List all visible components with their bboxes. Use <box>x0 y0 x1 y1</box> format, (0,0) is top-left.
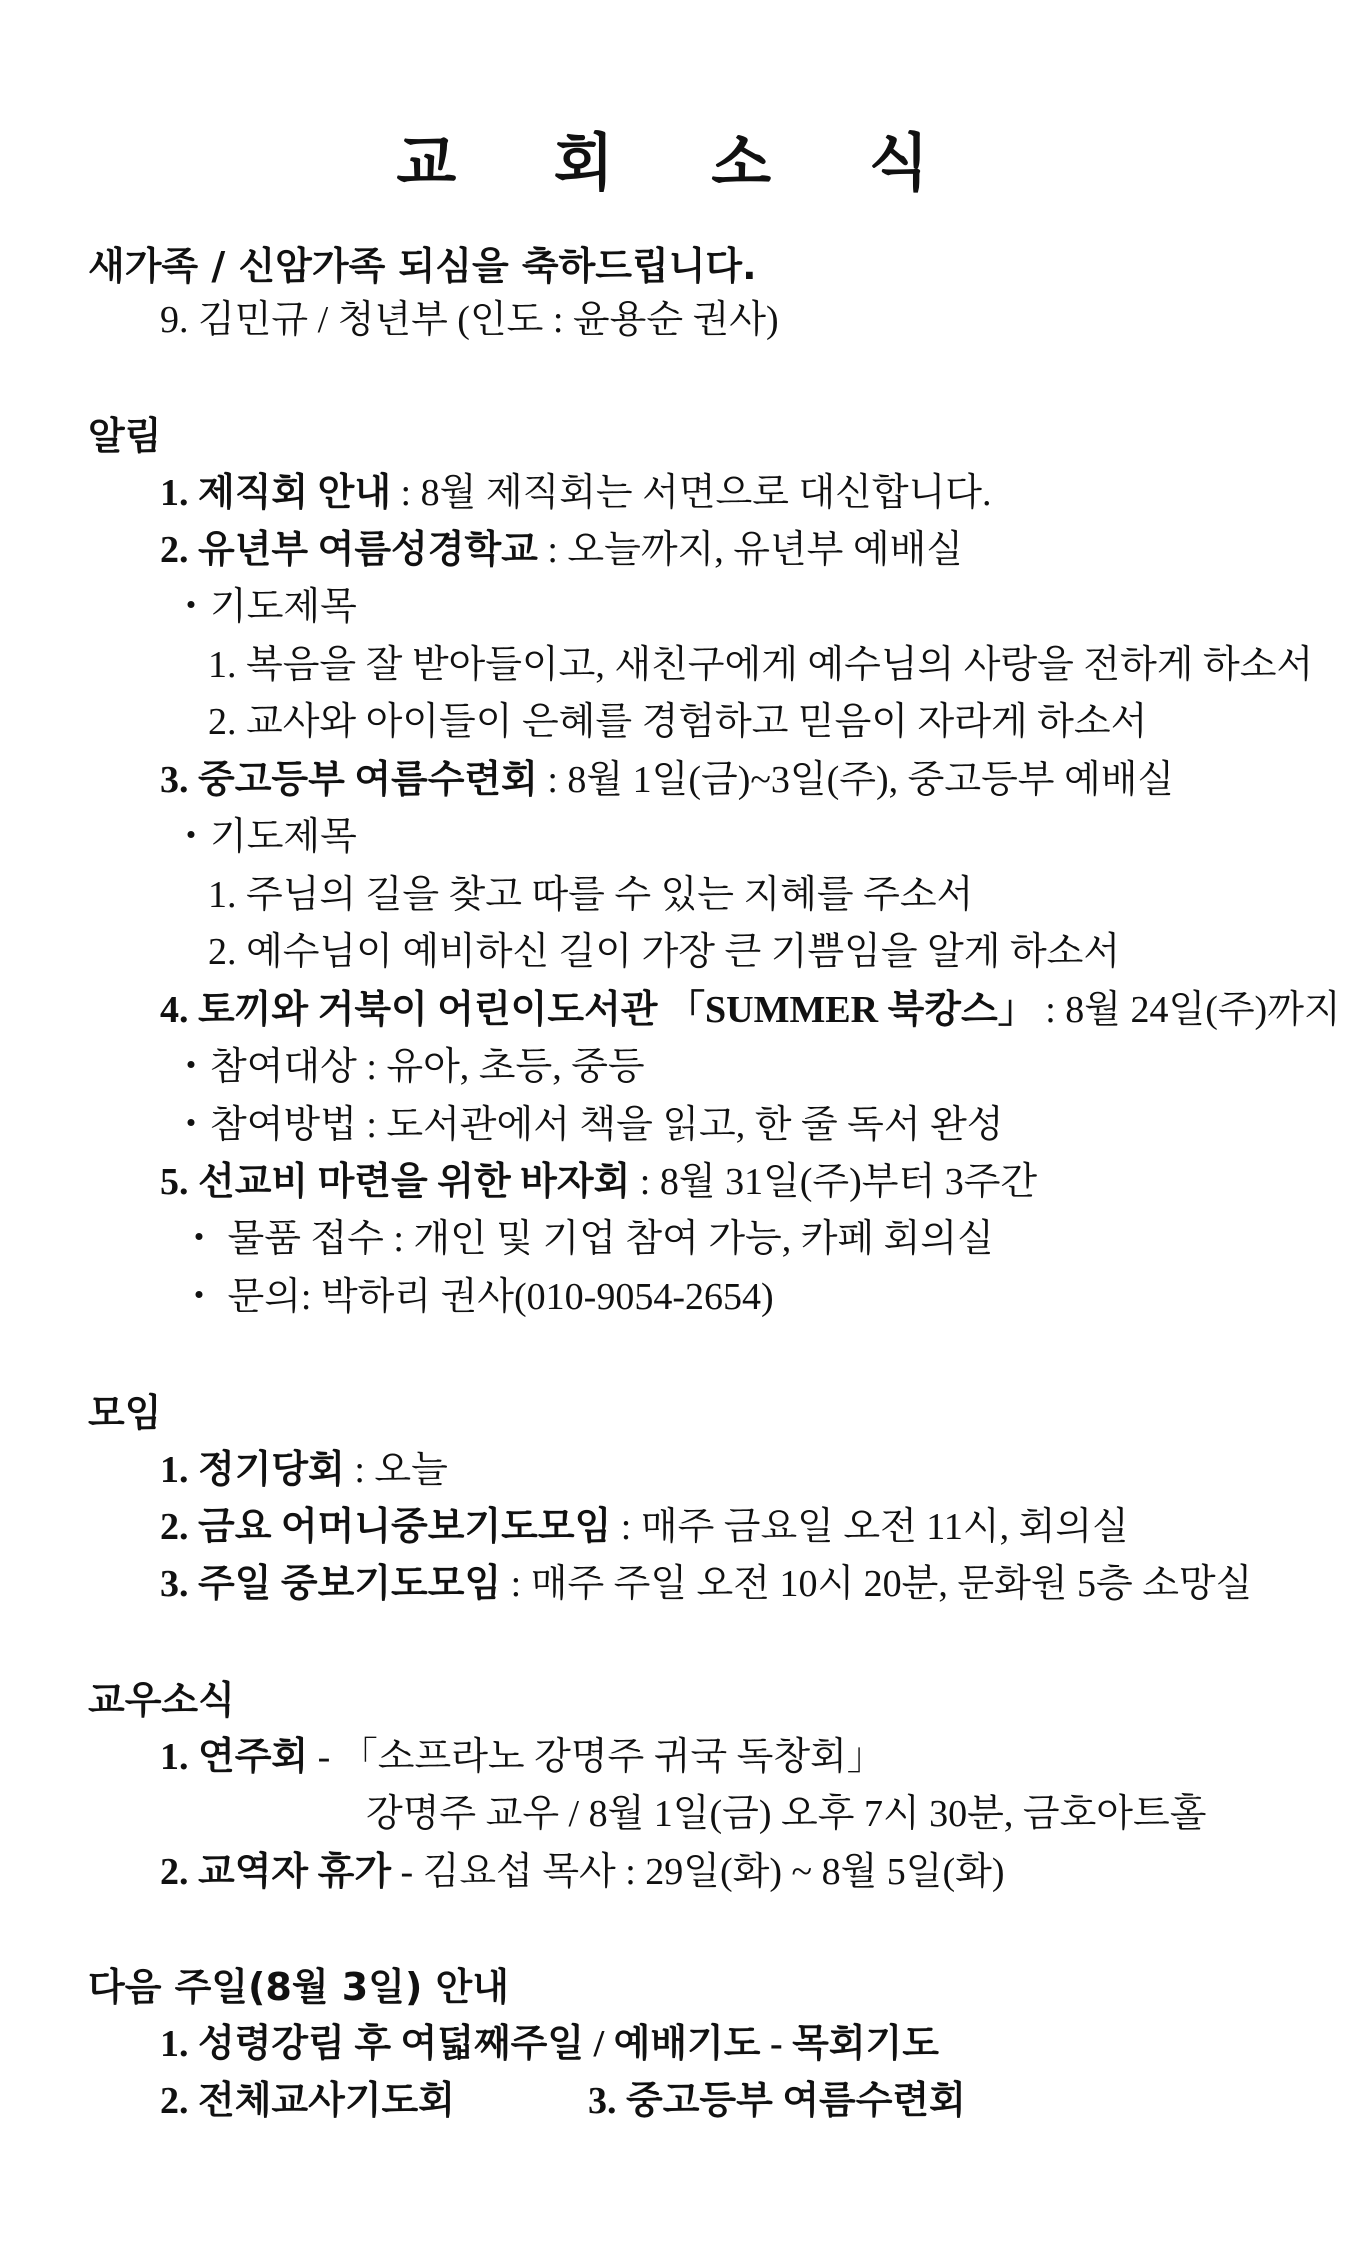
notice-item-2-prayer-label: ・기도제목 <box>172 586 357 628</box>
meeting-item-3-text: : 매주 주일 오전 10시 20분, 문화원 5층 소망실 <box>501 1563 1253 1605</box>
notice-item-2 <box>160 527 963 573</box>
member-news-item-1-title: 1. 연주회 <box>160 1736 309 1778</box>
next-sunday-item-1: 1. 성령강림 후 여덟째주일 / 예배기도 - 목회기도 <box>160 2023 939 2065</box>
notice-item-5-detail-2: ・ 문의: 박하리 권사(010-9054-2654) <box>180 1276 774 1318</box>
notice-item-1-title: 1. 제직회 안내 <box>160 472 392 514</box>
meetings-heading: 모임 <box>88 1391 162 1435</box>
next-sunday-item-2: 2. 전체교사기도회 <box>160 2080 455 2122</box>
notices-heading: 알림 <box>88 414 162 458</box>
member-news-heading: 교우소식 <box>88 1678 235 1722</box>
meeting-item-1-title: 1. 정기당회 <box>160 1449 345 1491</box>
notice-item-1-text: : 8월 제직회는 서면으로 대신합니다. <box>391 472 992 514</box>
member-news-item-2-title: 2. 교역자 휴가 <box>160 1851 392 1893</box>
member-news-item-2 <box>160 1849 1005 1895</box>
meeting-item-3-title: 3. 주일 중보기도모임 <box>160 1563 502 1605</box>
notice-item-3 <box>160 757 1174 803</box>
member-news-item-2-text: - 김요섭 목사 : 29일(화) ~ 8월 5일(화) <box>391 1851 1005 1893</box>
notice-item-5-text: : 8월 31일(주)부터 3주간 <box>630 1161 1038 1203</box>
member-news-item-1-detail: 강명주 교우 / 8월 1일(금) 오후 7시 30분, 금호아트홀 <box>366 1793 1207 1835</box>
notice-item-4-text: : 8월 24일(주)까지 <box>1035 989 1341 1031</box>
meeting-item-2-title: 2. 금요 어머니중보기도모임 <box>160 1506 612 1548</box>
meeting-item-2 <box>160 1504 1129 1550</box>
new-family-entry: 9. 김민규 / 청년부 (인도 : 윤용순 권사) <box>160 299 779 341</box>
notice-item-2-prayer-2: 2. 교사와 아이들이 은혜를 경험하고 믿음이 자라게 하소서 <box>208 701 1148 743</box>
notice-item-3-text: : 8월 1일(금)~3일(주), 중고등부 예배실 <box>537 759 1175 801</box>
notice-item-5 <box>160 1159 1037 1205</box>
notice-item-4-detail-1: ・참여대상 : 유아, 초등, 중등 <box>172 1046 645 1088</box>
notice-item-2-title: 2. 유년부 여름성경학교 <box>160 529 538 571</box>
notice-item-4-title: 4. 토끼와 거북이 어린이도서관 「SUMMER 북캉스」 <box>160 989 1036 1031</box>
notice-item-3-prayer-1: 1. 주님의 길을 찾고 따를 수 있는 지혜를 주소서 <box>208 874 974 916</box>
notice-item-4-detail-2: ・참여방법 : 도서관에서 책을 읽고, 한 줄 독서 완성 <box>172 1104 1004 1146</box>
notice-item-4 <box>160 987 1341 1033</box>
notice-item-2-prayer-1: 1. 복음을 잘 받아들이고, 새친구에게 예수님의 사랑을 전하게 하소서 <box>208 644 1314 686</box>
notice-item-5-detail-1: ・ 물품 접수 : 개인 및 기업 참여 가능, 카페 회의실 <box>180 1218 994 1260</box>
member-news-item-1 <box>160 1734 885 1780</box>
next-sunday-item-3: 3. 중고등부 여름수련회 <box>588 2080 966 2122</box>
page-title: 교 회 소 식 <box>396 126 967 199</box>
notice-item-3-title: 3. 중고등부 여름수련회 <box>160 759 538 801</box>
next-sunday-heading: 다음 주일(8월 3일) 안내 <box>88 1965 509 2009</box>
notice-item-3-prayer-label: ・기도제목 <box>172 816 357 858</box>
member-news-item-1-text: - 「소프라노 강명주 귀국 독창회」 <box>308 1736 885 1778</box>
meeting-item-1 <box>160 1447 448 1493</box>
new-family-heading: 새가족 / 신암가족 되심을 축하드립니다. <box>88 244 757 288</box>
notice-item-1 <box>160 470 992 516</box>
meeting-item-2-text: : 매주 금요일 오전 11시, 회의실 <box>611 1506 1129 1548</box>
notice-item-2-text: : 오늘까지, 유년부 예배실 <box>537 529 964 571</box>
notice-item-5-title: 5. 선교비 마련을 위한 바자회 <box>160 1161 631 1203</box>
meeting-item-1-text: : 오늘 <box>344 1449 448 1491</box>
meeting-item-3 <box>160 1561 1252 1607</box>
notice-item-3-prayer-2: 2. 예수님이 예비하신 길이 가장 큰 기쁨임을 알게 하소서 <box>208 931 1121 973</box>
